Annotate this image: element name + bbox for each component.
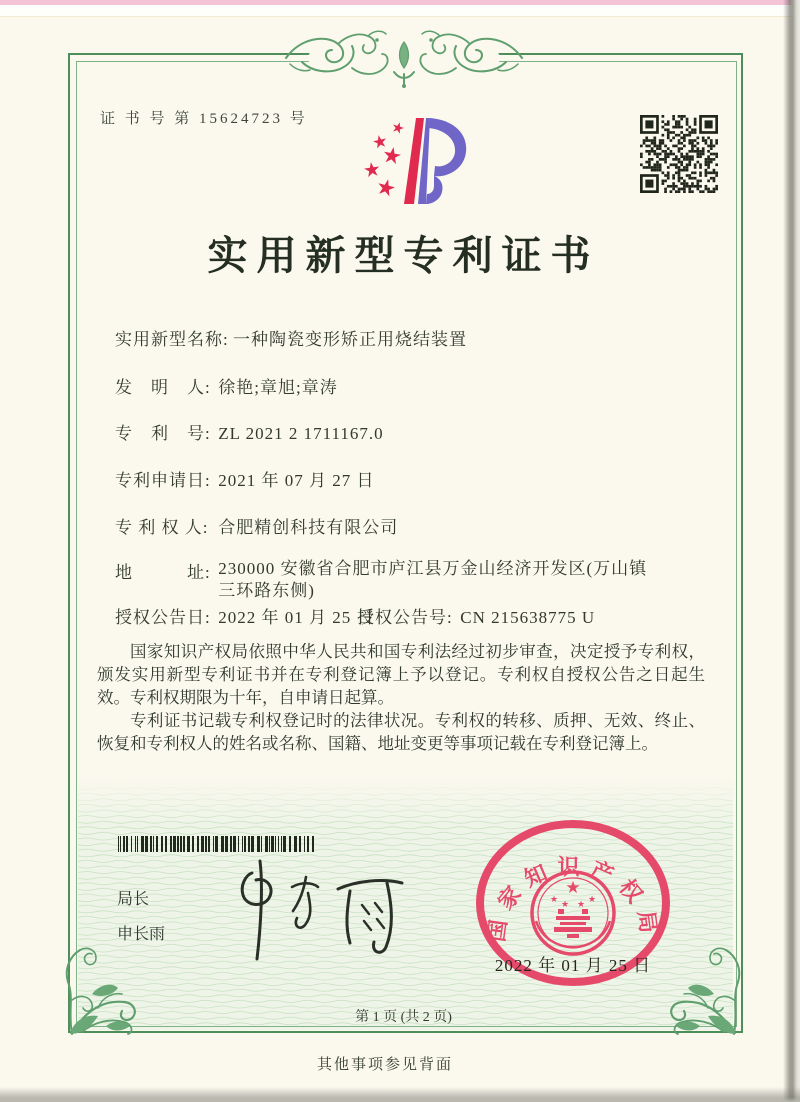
field-value: 一种陶瓷变形矫正用烧结装置 [232,330,467,349]
qr-code-icon [640,115,718,193]
field-label: 授权公告号: [357,608,453,627]
field-value: 合肥精创科技有限公司 [218,518,399,537]
field-label: 专 利 权 人: [115,518,209,537]
barcode-icon [118,836,316,852]
field-label: 专 利 号: [115,424,211,443]
svg-text:★: ★ [587,894,597,904]
back-side-note: 其他事项参见背面 [316,1057,453,1073]
director-signature [222,853,417,965]
scan-margin-top [0,5,800,17]
seal-ring-text: 国家知识产权局 [483,854,663,944]
field-label: 地 址: [115,563,211,582]
cnipa-logo-icon [340,112,476,210]
field-row-publication-number [357,603,595,628]
field-label: 授权公告日: [115,608,211,627]
seal-date: 2022 年 01 月 25 日 [494,956,652,975]
svg-text:★: ★ [549,894,559,904]
field-value: 2021 年 07 月 27 日 [218,471,375,490]
scan-edge-right [783,0,800,1102]
field-value: 徐艳;章旭;章涛 [218,378,338,397]
dragon-ornament-icon [282,28,526,90]
field-row-name [115,325,467,350]
svg-text:★: ★ [560,899,570,909]
director-name: 申长雨 [117,926,166,943]
field-label: 专利申请日: [115,471,211,490]
field-row-address [115,558,650,602]
certificate-title: 实用新型专利证书 [207,233,600,278]
legal-text [97,640,705,755]
field-row-patentee [115,513,398,538]
field-value: CN 215638775 U [460,608,596,627]
legal-paragraph-1: 国家知识产权局依照中华人民共和国专利法经过初步审查，决定授予专利权，颁发实用新型专利证书并在专利登记簿上予以登记。专利权自授权公告之日起生效。专利权期限为十年，自申请日起算。 [97,642,705,707]
field-row-grant-date [115,603,375,628]
field-label: 发 明 人: [115,378,211,397]
field-row-inventors [115,373,338,398]
svg-text:★: ★ [565,878,581,897]
field-value: 230000 安徽省合肥市庐江县万金山经济开发区(万山镇三环路东侧) [218,559,648,600]
field-row-filing-date [115,466,375,491]
director-title: 局长 [117,891,150,908]
svg-text:★: ★ [576,899,586,909]
seal-national-emblem-icon [532,872,614,954]
field-value: ZL 2021 2 1711167.0 [218,424,384,443]
certificate-number: 证 书 号 第 15624723 号 [100,111,308,127]
field-row-patent-number [115,419,384,444]
field-label: 实用新型名称: [115,330,229,349]
legal-paragraph-2: 专利证书记载专利权登记时的法律状况。专利权的转移、质押、无效、终止、恢复和专利权人的姓名或名称、国籍、地址变更等事项记载在专利登记簿上。 [97,711,705,753]
page-number: 第 1 页 (共 2 页) [355,1010,452,1025]
scan-edge-bottom [0,1087,800,1102]
field-value: 2022 年 01 月 25 日 [218,608,375,627]
